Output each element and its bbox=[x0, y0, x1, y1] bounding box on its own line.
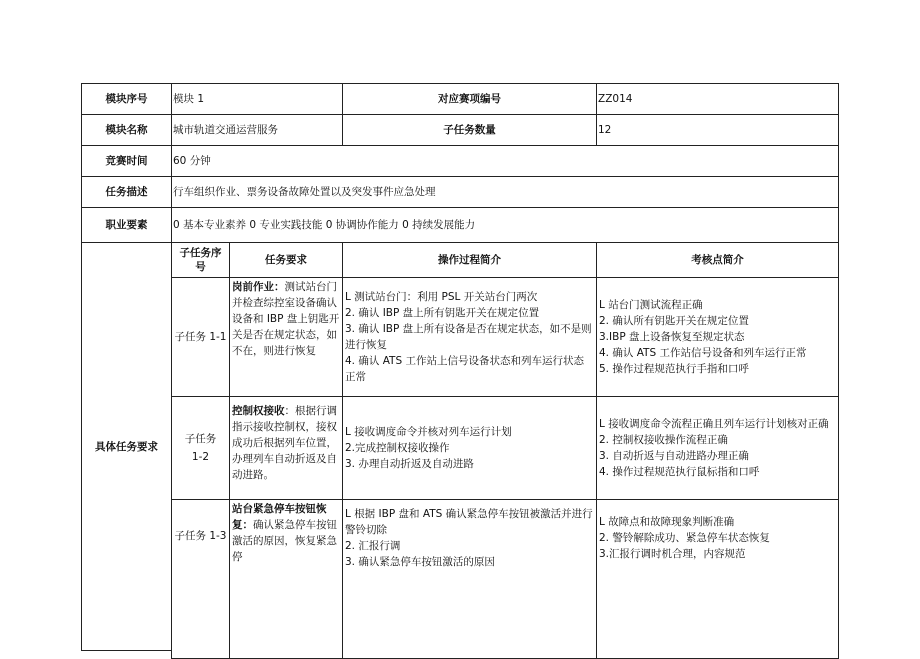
checkpoint-item: 2. 控制权接收操作流程正确 bbox=[599, 434, 728, 446]
subtask-no: 子任务 1-1 bbox=[171, 277, 230, 397]
checkpoint-item: L 站台门测试流程正确 bbox=[599, 299, 703, 311]
checkpoint-item: 4. 确认 ATS 工作站信号设备和列车运行正常 bbox=[599, 347, 807, 359]
requirement-title: 岗前作业： bbox=[232, 281, 285, 293]
subtask-no: 子任务 1-2 bbox=[171, 396, 230, 500]
module-name-label: 模块名称 bbox=[81, 114, 172, 146]
operation-step: 2. 确认 IBP 盘上所有钥匙开关在规定位置 bbox=[345, 307, 540, 319]
operation-step: L 根据 IBP 盘和 ATS 确认紧急停车按钮被激活并进行警铃切除 bbox=[345, 508, 593, 536]
module-no-label: 模块序号 bbox=[81, 83, 172, 115]
subtask-requirement bbox=[229, 277, 343, 397]
module-no-value: 模块 1 bbox=[171, 83, 343, 115]
elements-label: 职业要素 bbox=[81, 207, 172, 243]
subtask-operations bbox=[342, 277, 597, 397]
operation-step: 3. 确认 IBP 盘上所有设备是否在规定状态，如不是则进行恢复 bbox=[345, 323, 592, 351]
item-code-label: 对应赛项编号 bbox=[342, 83, 597, 115]
time-label: 竞赛时间 bbox=[81, 145, 172, 177]
subtask-count-label: 子任务数量 bbox=[342, 114, 597, 146]
checkpoint-item: 3. 自动折返与自动进路办理正确 bbox=[599, 450, 749, 462]
module-name-value: 城市轨道交通运营服务 bbox=[171, 114, 343, 146]
col-header-operations: 操作过程简介 bbox=[342, 242, 597, 278]
checkpoint-item: 3.IBP 盘上设备恢复至规定状态 bbox=[599, 331, 745, 343]
operation-step: 3. 办理自动折返及自动进路 bbox=[345, 458, 474, 470]
checkpoint-item: 2. 确认所有钥匙开关在规定位置 bbox=[599, 315, 749, 327]
operation-step: L 测试站台门：利用 PSL 开关站台门两次 bbox=[345, 291, 538, 303]
requirement-text: ：根据行调指示接收控制权，接权成功后根据列车位置，办理列车自动折返及自动进路。 bbox=[232, 405, 337, 481]
col-header-subtask-no: 子任务序号 bbox=[171, 242, 230, 278]
subtask-count-value: 12 bbox=[596, 114, 839, 146]
checkpoint-item: 3.汇报行调时机合理，内容规范 bbox=[599, 548, 746, 560]
subtask-checkpoints bbox=[596, 499, 839, 659]
requirement-title: 站台紧急停车按钮恢复： bbox=[232, 503, 327, 531]
checkpoint-item: 2. 警铃解除成功、紧急停车状态恢复 bbox=[599, 532, 770, 544]
operation-step: 3. 确认紧急停车按钮激活的原因 bbox=[345, 556, 495, 568]
subtask-checkpoints bbox=[596, 277, 839, 397]
subtask-operations bbox=[342, 499, 597, 659]
checkpoint-item: 5. 操作过程规范执行手指和口呼 bbox=[599, 363, 749, 375]
subtask-requirement bbox=[229, 396, 343, 500]
operation-step: L 接收调度命令并核对列车运行计划 bbox=[345, 426, 512, 438]
subtask-checkpoints bbox=[596, 396, 839, 500]
subtask-requirement bbox=[229, 499, 343, 659]
col-header-requirement: 任务要求 bbox=[229, 242, 343, 278]
time-value: 60 分钟 bbox=[171, 145, 839, 177]
subtask-operations bbox=[342, 396, 597, 500]
requirement-title: 控制权接收 bbox=[232, 405, 285, 417]
col-header-checkpoints: 考核点简介 bbox=[596, 242, 839, 278]
section-label: 具体任务要求 bbox=[81, 242, 172, 651]
operation-step: 2. 汇报行调 bbox=[345, 540, 401, 552]
desc-value: 行车组织作业、票务设备故障处置以及突发事件应急处理 bbox=[171, 176, 839, 208]
subtask-no: 子任务 1-3 bbox=[171, 499, 230, 659]
desc-label: 任务描述 bbox=[81, 176, 172, 208]
checkpoint-item: L 故障点和故障现象判断准确 bbox=[599, 516, 735, 528]
requirement-text: 测试站台门并检查综控室设备确认设备和 IBP 盘上钥匙开关是否在规定状态，如不在，则进行恢复 bbox=[232, 281, 340, 357]
item-code-value: ZZ014 bbox=[596, 83, 839, 115]
checkpoint-item: 4. 操作过程规范执行鼠标指和口呼 bbox=[599, 466, 760, 478]
operation-step: 4. 确认 ATS 工作站上信号设备状态和列车运行状态正常 bbox=[345, 355, 584, 383]
operation-step: 2.完成控制权接收操作 bbox=[345, 442, 450, 454]
elements-value: 0 基本专业素养 0 专业实践技能 0 协调协作能力 0 持续发展能力 bbox=[171, 207, 839, 243]
requirement-text: 确认紧急停车按钮激活的原因，恢复紧急停 bbox=[232, 519, 337, 563]
checkpoint-item: L 接收调度命令流程正确且列车运行计划核对正确 bbox=[599, 418, 829, 430]
competition-task-table bbox=[81, 83, 839, 651]
